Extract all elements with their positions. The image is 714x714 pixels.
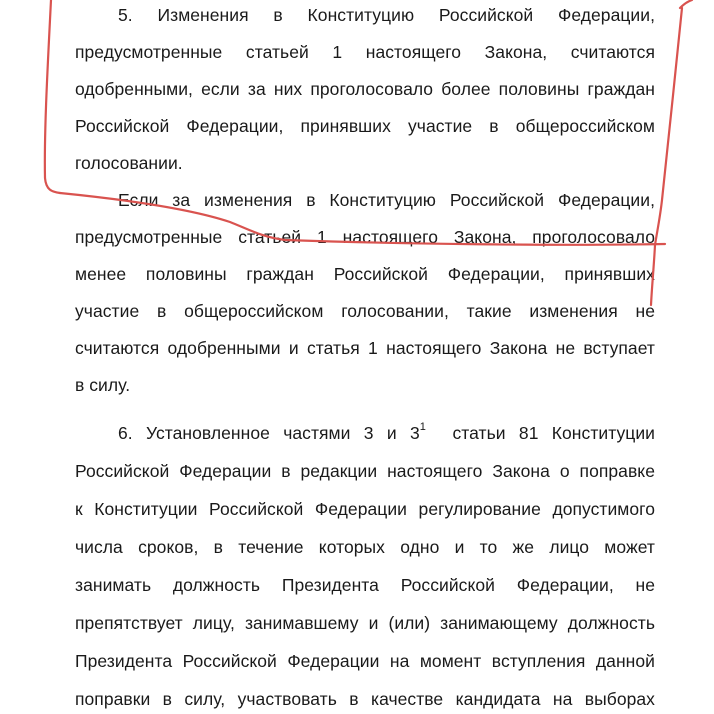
superscript: 1 xyxy=(419,421,426,434)
text-line: занимать должность Президента Российской Федерации, не xyxy=(75,575,655,595)
text-line: предусмотренные статьей 1 настоящего Закона, проголосовало xyxy=(75,227,655,247)
highlight-outline-left xyxy=(45,0,60,193)
text-segment: 6. Установленное частями 3 и 3 xyxy=(118,423,420,443)
text-line: считаются одобренными и статья 1 настоящего Закона не вступает xyxy=(75,338,655,358)
text-line: препятствует лицу, занимавшему и (или) занимающему должность xyxy=(75,613,655,633)
text-line: Российской Федерации в редакции настоящего Закона о поправке xyxy=(75,461,655,481)
text-line: голосовании. xyxy=(75,153,183,173)
text-line: Президента Российской Федерации на момент вступления данной xyxy=(75,651,655,671)
text-line: поправки в силу, участвовать в качестве кандидата на выборах xyxy=(75,689,655,709)
text-line: участие в общероссийском голосовании, такие изменения не xyxy=(75,301,655,321)
highlight-outline-right xyxy=(655,8,682,245)
text-line: числа сроков, в течение которых одно и то же лицо может xyxy=(75,537,655,557)
text-line: в силу. xyxy=(75,375,131,395)
text-segment: статьи 81 Конституции xyxy=(425,423,655,443)
text-line: Российской Федерации, принявших участие в общероссийском xyxy=(75,116,655,136)
text-line: одобренными, если за них проголосовало более половины граждан xyxy=(75,79,655,99)
text-line xyxy=(118,422,655,444)
text-line: к Конституции Российской Федерации регулирование допустимого xyxy=(75,499,655,519)
text-line: предусмотренные статьей 1 настоящего Закона, считаются xyxy=(75,42,655,62)
text-line: 5. Изменения в Конституцию Российской Федерации, xyxy=(118,5,655,25)
text-line: Если за изменения в Конституцию Российской Федерации, xyxy=(118,190,655,210)
highlight-outline-corner xyxy=(680,0,692,8)
text-line: менее половины граждан Российской Федерации, принявших xyxy=(75,264,655,284)
